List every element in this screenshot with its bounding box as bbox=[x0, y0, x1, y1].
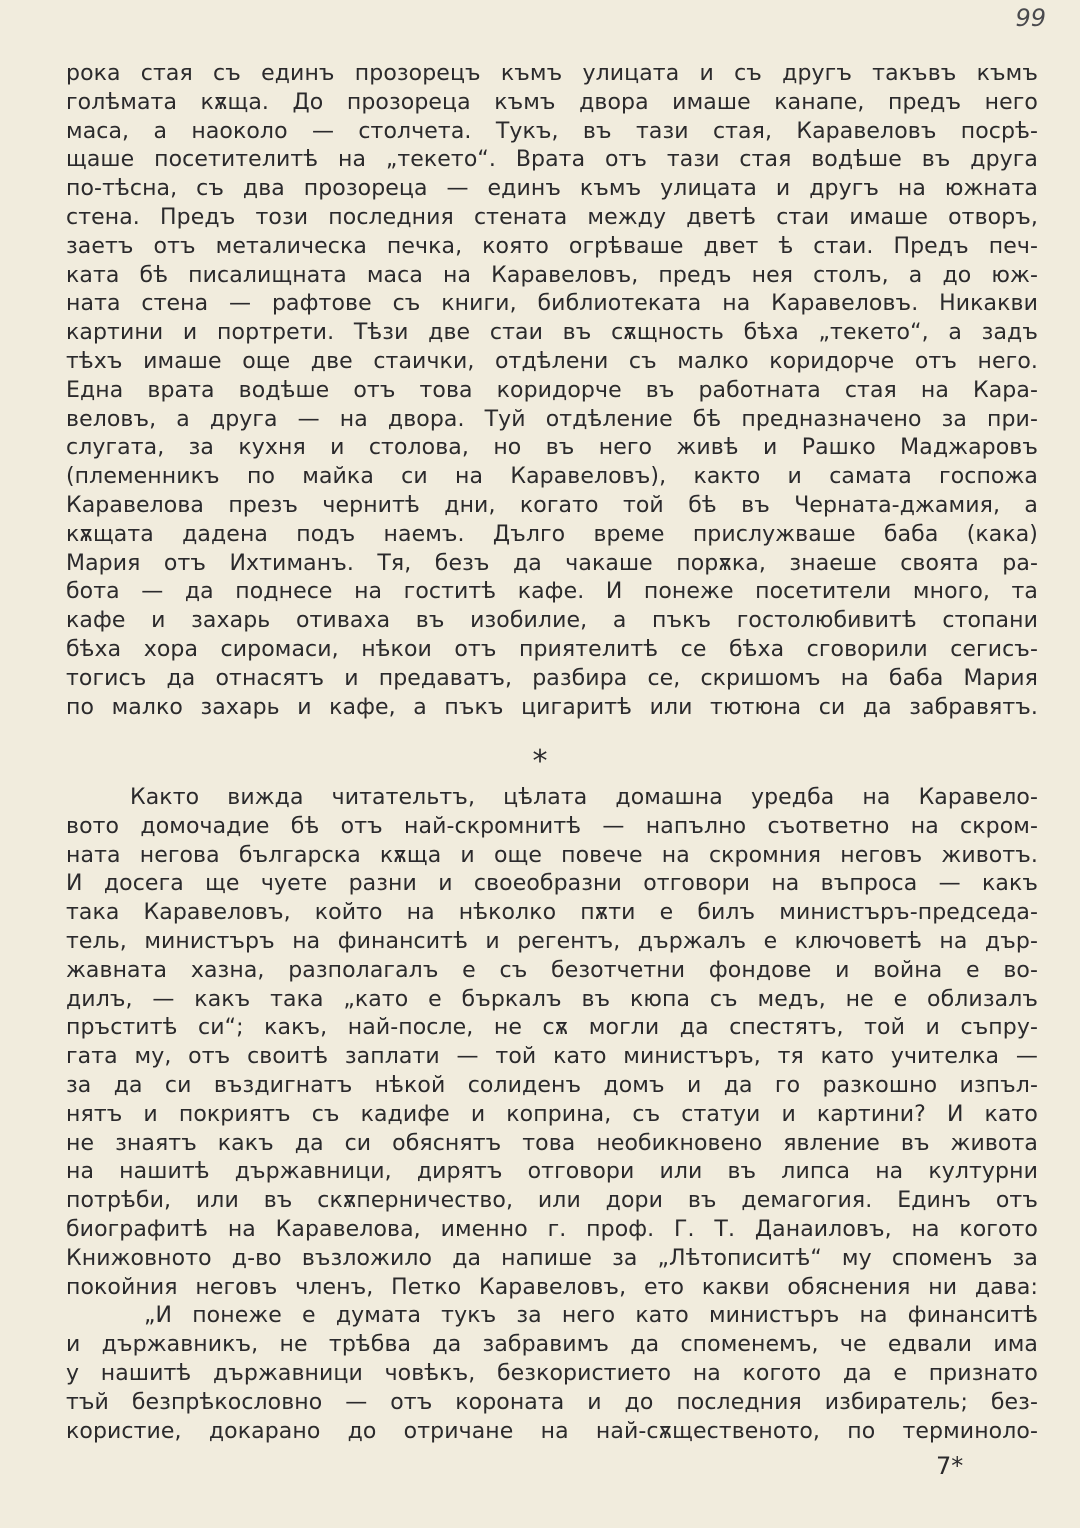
text-line: користие, докарано до отричане на най-сѫщественото, по терминоло- bbox=[66, 1418, 1038, 1444]
text-line: тъй безпрѣкословно — отъ короната и до последния избиратель; без- bbox=[66, 1389, 1038, 1415]
text-line: ката бѣ писалищната маса на Каравеловъ, предъ нея столъ, а до юж- bbox=[66, 262, 1038, 288]
text-line: тель, министъръ на финанситѣ и регентъ, държалъ е ключоветѣ на дър- bbox=[66, 928, 1038, 954]
text-line: на нашитѣ държавници, дирятъ отговори или въ липса на културни bbox=[66, 1159, 1038, 1185]
text-line: веловъ, а друга — на двора. Туй отдѣление бѣ предназначено за при- bbox=[66, 406, 1038, 432]
text-line: покойния неговъ членъ, Петко Каравеловъ, ето какви обяснения ни дава: bbox=[66, 1274, 1038, 1300]
text-line: по малко захарь и кафе, а пъкъ цигаритѣ или тютюна си да забравятъ. bbox=[66, 694, 1038, 720]
text-line: Книжовното д-во възложило да напише за „Лѣтописитѣ“ му споменъ за bbox=[66, 1245, 1038, 1271]
paragraph-2-and-quote bbox=[66, 784, 1038, 1446]
text-line: рока стая съ единъ прозорецъ къмъ улицата и съ другъ такъвъ къмъ bbox=[66, 61, 1038, 86]
text-line: бота — да поднесе на гоститѣ кафе. И понеже посетители много, та bbox=[66, 579, 1038, 605]
text-line: по-тѣсна, съ два прозореца — единъ къмъ улицата и другъ на южната bbox=[66, 176, 1038, 202]
text-line: (племенникъ по майка си на Каравеловъ), както и самата госпожа bbox=[66, 464, 1038, 490]
text-line: И досега ще чуете разни и своеобразни отговори на въпроса — какъ bbox=[66, 871, 1038, 897]
text-line: биографитѣ на Каравелова, именно г. проф. Г. Т. Данаиловъ, на когото bbox=[66, 1216, 1038, 1242]
text-line: у нашитѣ държавници човѣкъ, безкористието на когото да е признато bbox=[66, 1360, 1038, 1386]
text-line: Както вижда читательтъ, цѣлата домашна уредба на Каравело- bbox=[130, 785, 1038, 810]
text-line: потрѣби, или въ скѫперничество, или дори въ демагогия. Единъ отъ bbox=[66, 1188, 1038, 1214]
text-line: така Каравеловъ, който на нѣколко пѫти е билъ министъръ-председа- bbox=[66, 900, 1038, 926]
text-line: за да си въздигнатъ нѣкой солиденъ домъ и да го разкошно изпъл- bbox=[66, 1072, 1038, 1098]
section-separator: * bbox=[532, 744, 548, 779]
text-line: не знаятъ какъ да си обяснятъ това необикновено явление въ живота bbox=[66, 1130, 1038, 1156]
text-line: маса, а наоколо — столчета. Тукъ, въ тази стая, Каравеловъ посрѣ- bbox=[66, 118, 1038, 144]
text-line: щаше посетителитѣ на „текето“. Врата отъ тази стая водѣше въ друга bbox=[66, 147, 1038, 173]
paragraph-1 bbox=[66, 60, 1038, 722]
text-line: пръститѣ си“; какъ, най-после, не сѫ могли да спестятъ, той и съпру- bbox=[66, 1015, 1038, 1041]
text-line: ната стена — рафтове съ книги, библиотеката на Каравеловъ. Никакви bbox=[66, 291, 1038, 317]
text-line: бѣха хора сиромаси, нѣкои отъ приятелитѣ се бѣха сговорили сегисъ- bbox=[66, 636, 1038, 662]
text-line: нятъ и покриятъ съ кадифе и коприна, съ статуи и картини? И като bbox=[66, 1101, 1038, 1127]
text-line: заетъ отъ металическа печка, която огрѣваше двет ѣ стаи. Предъ печ- bbox=[66, 233, 1038, 259]
signature-mark: 7* bbox=[936, 1452, 964, 1480]
text-line: и държавникъ, не трѣбва да забравимъ да споменемъ, че едвали има bbox=[66, 1332, 1038, 1358]
text-line: стена. Предъ този последния стената между дветѣ стаи имаше отворъ, bbox=[66, 204, 1038, 230]
page-number: 99 bbox=[1015, 4, 1046, 32]
text-line: „И понеже е думата тукъ за него като министъръ на финанситѣ bbox=[144, 1303, 1038, 1329]
text-line: кафе и захарь отиваха въ изобилие, а пъкъ гостолюбивитѣ стопани bbox=[66, 608, 1038, 634]
text-line: Една врата водѣше отъ това коридорче въ работната стая на Кара- bbox=[66, 377, 1038, 403]
text-line: кѫщата дадена подъ наемъ. Дълго време прислужваше баба (кака) bbox=[66, 521, 1038, 547]
text-line: слугата, за кухня и столова, но въ него живѣ и Рашко Маджаровъ bbox=[66, 435, 1038, 461]
text-line: голѣмата кѫща. До прозореца къмъ двора имаше канапе, предъ него bbox=[66, 89, 1038, 115]
text-line: тогисъ да отнасятъ и предаватъ, разбира се, скришомъ на баба Мария bbox=[66, 665, 1038, 691]
text-line: вото домочадие бѣ отъ най-скромнитѣ — напълно съответно на скром- bbox=[66, 813, 1038, 839]
text-line: ната негова българска кѫща и още повече на скромния неговъ животъ. bbox=[66, 842, 1038, 868]
text-line: Мария отъ Ихтиманъ. Тя, безъ да чакаше порѫка, знаеше своята ра- bbox=[66, 550, 1038, 576]
text-line: гата му, отъ своитѣ заплати — той като министъръ, тя като учителка — bbox=[66, 1044, 1038, 1070]
text-line: дилъ, — какъ така „като е бъркалъ въ кюпа съ медъ, не е облизалъ bbox=[66, 986, 1038, 1012]
text-line: жавната хазна, разполагалъ е съ безотчетни фондове и война е во- bbox=[66, 957, 1038, 983]
text-line: Каравелова презъ чернитѣ дни, когато той бѣ въ Черната-джамия, а bbox=[66, 492, 1038, 518]
text-line: тѣхъ имаше още две стаички, отдѣлени съ малко коридорче отъ него. bbox=[66, 348, 1038, 374]
text-line: картини и портрети. Тѣзи две стаи въ сѫщность бѣха „текето“, а задъ bbox=[66, 320, 1038, 346]
